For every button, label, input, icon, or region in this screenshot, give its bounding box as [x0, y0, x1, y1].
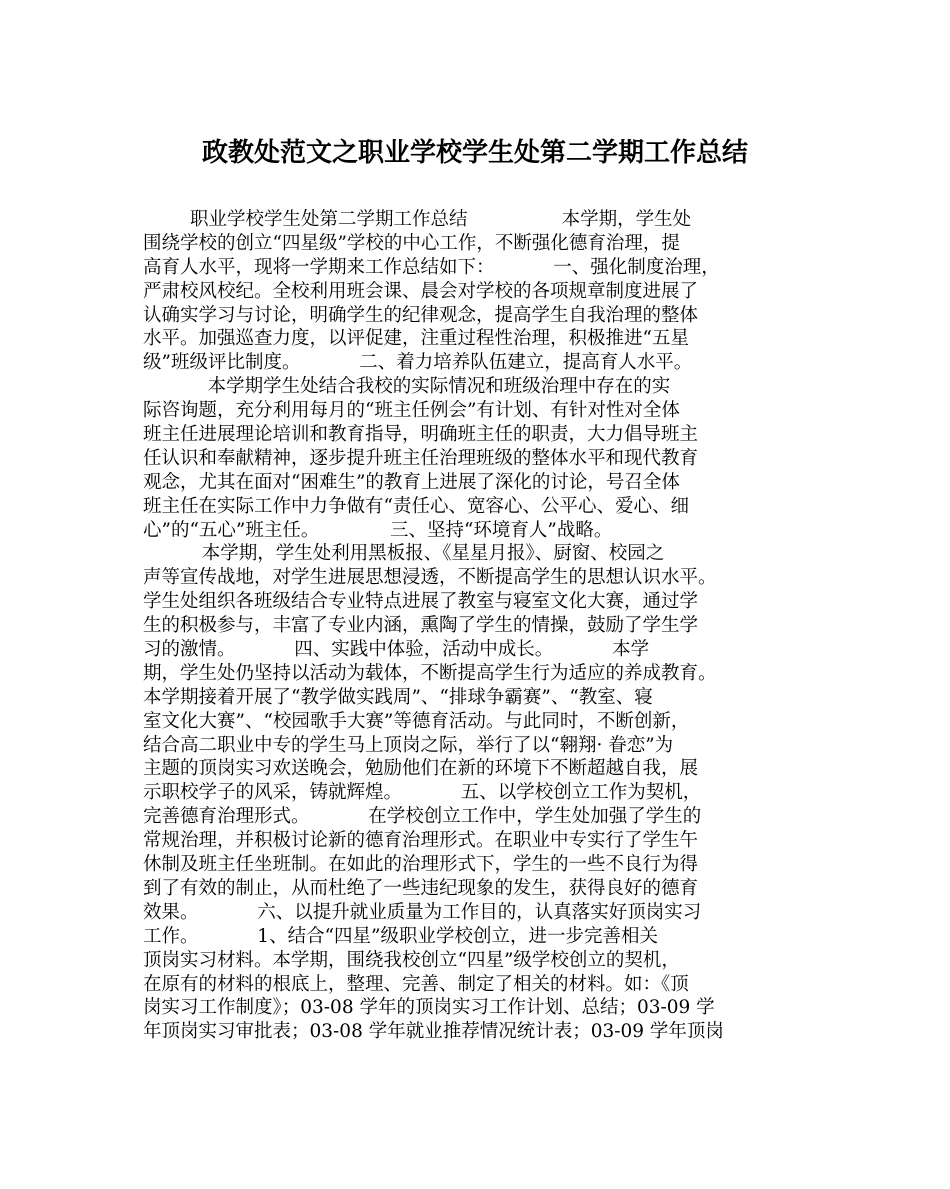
body-line: 级”班级评比制度。 二、着力培养队伍建立，提高育人水平。 — [143, 352, 693, 374]
body-line: 高育人水平，现将一学期来工作总结如下： 一、强化制度治理， — [143, 256, 720, 278]
body-line: 顶岗实习材料。本学期，围绕我校创立“四星”级学校创立的契机， — [143, 949, 680, 971]
body-line: 休制及班主任坐班制。在如此的治理形式下，学生的一些不良行为得 — [143, 854, 699, 876]
body-line: 观念，尤其在面对“困难生”的教育上进展了深化的讨论，号召全体 — [143, 471, 680, 493]
body-line: 水平。加强巡查力度，以评促建，注重过程性治理，积极推进“五星 — [143, 328, 689, 350]
body-line: 认确实学习与讨论，明确学生的纪律观念，提高学生自我治理的整体 — [143, 304, 699, 326]
body-line: 期，学生处仍坚持以活动为载体，不断提高学生行为适应的养成教育。 — [143, 662, 717, 684]
body-line: 围绕学校的创立“四星级”学校的中心工作，不断强化德育治理，提 — [143, 232, 680, 254]
body-line: 职业学校学生处第二学期工作总结 本学期，学生处 — [143, 209, 692, 230]
body-line: 班主任进展理论培训和教育指导，明确班主任的职责，大力倡导班主 — [143, 424, 699, 446]
body-line: 年顶岗实习审批表；03-08 学年就业推荐情况统计表；03-09 学年顶岗 — [143, 1021, 724, 1043]
document-body — [143, 208, 823, 1044]
body-line: 习的激情。 四、实践中体验，活动中成长。 本学 — [143, 639, 650, 661]
body-line: 学生处组织各班级结合专业特点进展了教室与寝室文化大赛，通过学 — [143, 591, 699, 613]
body-line: 室文化大赛”、“校园歌手大赛”等德育活动。与此同时，不断创新， — [143, 710, 690, 732]
body-line: 结合高二职业中专的学生马上顶岗之际，举行了以“翱翔· 眷恋”为 — [143, 734, 674, 756]
body-line: 岗实习工作制度》；03-08 学年的顶岗实习工作计划、总结；03-09 学 — [143, 997, 715, 1019]
document-title: 政教处范文之职业学校学生处第二学期工作总结 — [201, 138, 748, 168]
body-line: 完善德育治理形式。 在学校创立工作中，学生处加强了学生的 — [143, 806, 702, 828]
body-line: 常规治理，并积极讨论新的德育治理形式。在职业中专实行了学生午 — [143, 830, 699, 852]
body-line: 效果。 六、以提升就业质量为工作目的，认真落实好顶岗实习 — [143, 901, 702, 923]
body-line: 心”的“五心”班主任。 三、坚持“环境育人”战略。 — [143, 519, 613, 541]
body-line: 到了有效的制止，从而杜绝了一些违纪现象的发生，获得良好的德育 — [143, 877, 699, 899]
body-line: 际咨询题，充分利用每月的“班主任例会”有计划、有针对性对全体 — [143, 400, 680, 422]
body-line: 严肃校风校纪。全校利用班会课、晨会对学校的各项规章制度进展了 — [143, 280, 699, 302]
body-line: 本学期学生处结合我校的实际情况和班级治理中存在的实 — [143, 376, 671, 398]
body-line: 任认识和奉献精神，逐步提升班主任治理班级的整体水平和现代教育 — [143, 447, 699, 469]
body-line: 本学期，学生处利用黑板报、《星星月报》、厨窗、校园之 — [143, 543, 665, 565]
body-line: 本学期接着开展了“教学做实践周”、“排球争霸赛”、“教室、寝 — [143, 686, 653, 708]
body-line: 示职校学子的风采，铸就辉煌。 五、以学校创立工作为契机， — [143, 782, 702, 804]
body-line: 工作。 1、结合“四星”级职业学校创立，进一步完善相关 — [143, 925, 658, 947]
body-line: 在原有的材料的根底上，整理、完善、制定了相关的材料。如：《顶 — [143, 973, 689, 995]
body-line: 班主任在实际工作中力争做有“责任心、宽容心、公平心、爱心、细 — [143, 495, 689, 517]
body-line: 主题的顶岗实习欢送晚会，勉励他们在新的环境下不断超越自我，展 — [143, 758, 699, 780]
body-line: 声等宣传战地，对学生进展思想浸透，不断提高学生的思想认识水平。 — [143, 567, 717, 589]
body-line: 生的积极参与，丰富了专业内涵，熏陶了学生的情操，鼓励了学生学 — [143, 615, 699, 637]
